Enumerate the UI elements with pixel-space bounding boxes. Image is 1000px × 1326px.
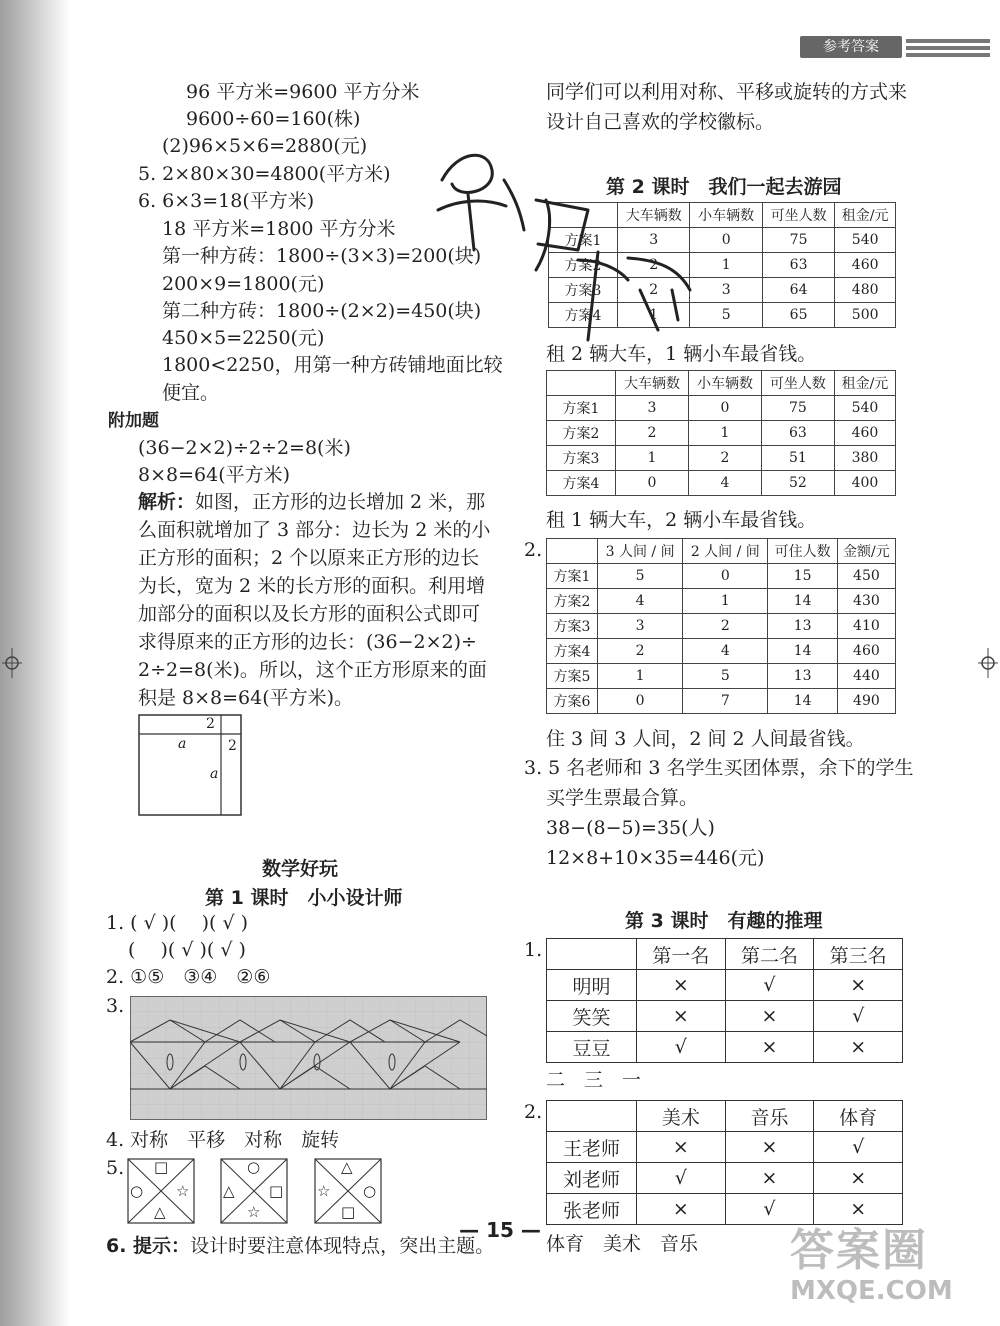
table-cell: 13 — [768, 614, 837, 639]
shape-symbol: △ — [341, 1158, 353, 1176]
table-cell: 5 — [690, 303, 762, 328]
table-cell: 75 — [761, 396, 834, 421]
table-cell: 5 — [683, 664, 768, 689]
table-header-row — [547, 1101, 903, 1132]
table-cell: 7 — [683, 689, 768, 714]
table-cell: 500 — [835, 303, 896, 328]
table-row — [547, 1132, 903, 1163]
table-cell: 大车辆数 — [618, 203, 690, 228]
table-row — [547, 1163, 903, 1194]
table-cell: 2 — [618, 253, 690, 278]
table-cell: 方案2 — [549, 253, 618, 278]
shape-symbol: ○ — [363, 1182, 377, 1200]
shape-symbol: □ — [341, 1203, 356, 1221]
table-cell: 租金/元 — [835, 203, 896, 228]
table-row — [547, 689, 896, 714]
analysis-line: 加部分的面积以及长方形的面积公式即可 — [138, 603, 481, 625]
header-stripe — [906, 53, 990, 57]
table-cell: 小车辆数 — [690, 203, 762, 228]
table-row — [547, 396, 896, 421]
table-cell: 金额/元 — [837, 539, 895, 564]
table-cell: 65 — [762, 303, 834, 328]
table-cell — [547, 371, 616, 396]
answer-line: 二 三 一 — [546, 1069, 642, 1091]
shape-symbol: □ — [269, 1182, 284, 1200]
analysis-label: 解析： — [138, 491, 196, 513]
text-line: 第一种方砖：1800÷(3×3)=200(块) — [162, 245, 482, 267]
table-cell: √ — [814, 1001, 903, 1032]
table-cell — [547, 939, 637, 970]
table-cell: 540 — [834, 396, 895, 421]
table-cell: 5 — [598, 564, 683, 589]
table-cell: 0 — [683, 564, 768, 589]
table-cell — [547, 539, 598, 564]
hint-label: 6. 提示： — [106, 1235, 191, 1257]
table-header-row — [547, 939, 903, 970]
table-cell: 体育 — [814, 1101, 903, 1132]
table-row — [547, 639, 896, 664]
table-cell: 4 — [598, 589, 683, 614]
table-cell: 1 — [598, 664, 683, 689]
table-cell: 460 — [837, 639, 895, 664]
table-cell: 第二名 — [725, 939, 814, 970]
table-cell: 第一名 — [637, 939, 726, 970]
text-line: 便宜。 — [162, 382, 220, 404]
table-cell: 15 — [768, 564, 837, 589]
table-row — [547, 446, 896, 471]
table-row — [547, 564, 896, 589]
table-cell: 笑笑 — [547, 1001, 637, 1032]
watermark-url: MXQE.COM — [790, 1276, 953, 1306]
answer-line: 买学生票最合算。 — [546, 787, 699, 809]
table-cell: × — [814, 970, 903, 1001]
table-cell: 63 — [761, 421, 834, 446]
table-cell: 3 — [690, 278, 762, 303]
table-cell: 音乐 — [725, 1101, 814, 1132]
table-cell: 3 人间 / 间 — [598, 539, 683, 564]
table-cell: 张老师 — [547, 1194, 637, 1225]
table-cell: 2 — [688, 446, 761, 471]
table-cell: √ — [725, 970, 814, 1001]
table-cell: 方案4 — [547, 471, 616, 496]
table-cell: 3 — [598, 614, 683, 639]
analysis-line: 求得原来的正方形的边长：(36−2×2)÷ — [138, 631, 477, 653]
text-line: 200×9=1800(元) — [162, 273, 325, 295]
table-cell: × — [637, 1132, 726, 1163]
table-cell: 1 — [616, 446, 689, 471]
table-cell: 14 — [768, 639, 837, 664]
table-cell: 4 — [688, 471, 761, 496]
question-number: 2. — [524, 1101, 543, 1123]
text-line: 18 平方米=1800 平方分米 — [162, 218, 396, 240]
answer-line: 租 1 辆大车，2 辆小车最省钱。 — [546, 509, 817, 531]
table-cell: × — [725, 1001, 814, 1032]
text-line: 6. 6×3=18(平方米) — [138, 190, 315, 212]
table-cell: 440 — [837, 664, 895, 689]
answer-line: 12×8+10×35=446(元) — [546, 847, 765, 869]
text-line: 9600÷60=160(株) — [186, 108, 361, 130]
figure-label: 2 — [228, 738, 237, 754]
table-cell: 51 — [761, 446, 834, 471]
table-cell: 方案6 — [547, 689, 598, 714]
lesson-title: 第 2 课时 我们一起去游园 — [606, 176, 842, 198]
table-cell: × — [637, 1001, 726, 1032]
shape-symbol: ☆ — [317, 1182, 331, 1200]
table-cell: 2 — [598, 639, 683, 664]
answer-line: ( )( √ )( √ ) — [128, 939, 246, 961]
text-line: 450×5=2250(元) — [162, 327, 325, 349]
analysis-line: 么面积就增加了 3 部分：边长为 2 米的小 — [138, 519, 491, 541]
text-line: 8×8=64(平方米) — [138, 464, 291, 486]
figure-label: a — [210, 766, 219, 782]
text-line: 96 平方米=9600 平方分米 — [186, 81, 420, 103]
table-cell: 460 — [834, 421, 895, 446]
figure-label: a — [178, 736, 187, 752]
table-cell: 410 — [837, 614, 895, 639]
table-cell: 小车辆数 — [688, 371, 761, 396]
shape-symbol: ☆ — [247, 1203, 261, 1221]
answer-line — [106, 1234, 494, 1258]
text-line: (2)96×5×6=2880(元) — [162, 135, 368, 157]
table-cell: × — [725, 1032, 814, 1063]
table-cell: 52 — [761, 471, 834, 496]
tiling-pattern-grid — [130, 996, 487, 1120]
table-row — [547, 1001, 903, 1032]
table-cell: 1 — [618, 303, 690, 328]
table-cell: 540 — [835, 228, 896, 253]
table-cell: 2 — [618, 278, 690, 303]
table-cell: 14 — [768, 589, 837, 614]
table-cell: × — [725, 1163, 814, 1194]
table-cell: 大车辆数 — [616, 371, 689, 396]
answer-line: 3. 5 名老师和 3 名学生买团体票，余下的学生 — [524, 757, 914, 779]
table-cell: 方案2 — [547, 589, 598, 614]
table-cell: 豆豆 — [547, 1032, 637, 1063]
table-cell: 0 — [688, 396, 761, 421]
table-cell: 0 — [690, 228, 762, 253]
answer-line: 1. ( √ )( )( √ ) — [106, 912, 249, 934]
table-row — [547, 471, 896, 496]
ranking-table — [546, 938, 903, 1063]
header-stripe — [906, 46, 990, 50]
table-cell: 0 — [598, 689, 683, 714]
text-line: 设计自己喜欢的学校徽标。 — [546, 111, 775, 133]
question-number: 2. — [524, 539, 543, 561]
table-cell — [547, 1101, 637, 1132]
table-cell: 方案1 — [547, 396, 616, 421]
table-cell: 1 — [688, 421, 761, 446]
table-header-row — [547, 371, 896, 396]
rental-table-2 — [546, 370, 896, 496]
table-cell: 14 — [768, 689, 837, 714]
table-cell: 3 — [618, 228, 690, 253]
table-cell: 4 — [683, 639, 768, 664]
table-cell: 2 人间 / 间 — [683, 539, 768, 564]
table-row — [547, 589, 896, 614]
analysis-line: 正方形的面积；2 个以原来正方形的边长 — [138, 547, 480, 569]
table-cell: × — [725, 1132, 814, 1163]
table-cell: √ — [814, 1132, 903, 1163]
shape-symbol: □ — [154, 1158, 169, 1176]
table-cell: 方案5 — [547, 664, 598, 689]
shape-symbol: △ — [223, 1182, 235, 1200]
square-diagram — [138, 714, 244, 818]
analysis-line — [138, 490, 485, 514]
table-cell: √ — [637, 1163, 726, 1194]
figure-label: 2 — [206, 716, 215, 732]
answer-line: 2. ①⑤ ③④ ②⑥ — [106, 966, 271, 988]
table-cell: 方案4 — [547, 639, 598, 664]
page-number: — 15 — — [459, 1218, 541, 1242]
question-number: 1. — [524, 939, 543, 961]
table-cell: 75 — [762, 228, 834, 253]
hint-text: 设计时要注意体现特点，突出主题。 — [190, 1235, 495, 1257]
table-cell: 2 — [683, 614, 768, 639]
answer-line: 38−(8−5)=35(人) — [546, 817, 715, 839]
text-line: (36−2×2)÷2÷2=8(米) — [138, 437, 351, 459]
table-cell: 可坐人数 — [762, 203, 834, 228]
shape-symbol: ☆ — [176, 1182, 190, 1200]
section-title: 数学好玩 — [262, 858, 339, 880]
text-line: 同学们可以利用对称、平移或旋转的方式来 — [546, 81, 908, 103]
handwritten-scribble — [428, 140, 708, 350]
lesson-title: 第 3 课时 有趣的推理 — [625, 910, 823, 932]
watermark-logo: 答案圈 — [790, 1225, 928, 1276]
table-cell: 64 — [762, 278, 834, 303]
registration-mark-icon — [2, 648, 22, 678]
table-cell: 方案1 — [549, 228, 618, 253]
analysis-line: 为长，宽为 2 米的长方形的面积。利用增 — [138, 575, 486, 597]
table-cell: 460 — [835, 253, 896, 278]
shape-symbol: △ — [154, 1203, 166, 1221]
table-cell: 0 — [616, 471, 689, 496]
table-cell: × — [814, 1163, 903, 1194]
table-cell: 租金/元 — [834, 371, 895, 396]
subject-table — [546, 1100, 903, 1225]
table-cell: 450 — [837, 564, 895, 589]
table-row — [547, 614, 896, 639]
answer-key-header — [800, 36, 990, 58]
table-cell: 王老师 — [547, 1132, 637, 1163]
answer-line: 体育 美术 音乐 — [546, 1233, 699, 1255]
table-row — [547, 970, 903, 1001]
table-cell: 方案3 — [547, 446, 616, 471]
shape-symbol: ○ — [130, 1182, 144, 1200]
table-cell: × — [637, 1194, 726, 1225]
table-cell: 美术 — [637, 1101, 726, 1132]
page-number-value: 15 — [486, 1218, 514, 1242]
table-cell: 可坐人数 — [761, 371, 834, 396]
header-stripe — [906, 39, 990, 43]
table-cell: 1 — [683, 589, 768, 614]
table-cell: 方案3 — [547, 614, 598, 639]
table-header-row — [547, 539, 896, 564]
table-cell: × — [814, 1032, 903, 1063]
table-cell: 方案1 — [547, 564, 598, 589]
text-line: 1800<2250，用第一种方砖铺地面比较 — [162, 354, 503, 376]
text-line: 5. 2×80×30=4800(平方米) — [138, 163, 391, 185]
table-cell: 480 — [835, 278, 896, 303]
answer-line: 4. 对称 平移 对称 旋转 — [106, 1129, 340, 1151]
table-cell: 400 — [834, 471, 895, 496]
text-line: 第二种方砖：1800÷(2×2)=450(块) — [162, 300, 482, 322]
analysis-line: 积是 8×8=64(平方米)。 — [138, 687, 354, 709]
table-cell: 可住人数 — [768, 539, 837, 564]
shape-symbol: ○ — [247, 1158, 261, 1176]
table-row — [547, 664, 896, 689]
table-cell: 430 — [837, 589, 895, 614]
table-cell: 490 — [837, 689, 895, 714]
table-row — [547, 421, 896, 446]
table-cell: 刘老师 — [547, 1163, 637, 1194]
table-row — [547, 1032, 903, 1063]
table-cell: 明明 — [547, 970, 637, 1001]
table-cell: 63 — [762, 253, 834, 278]
table-cell: √ — [637, 1032, 726, 1063]
extra-question-title: 附加题 — [108, 411, 159, 431]
analysis-text: 如图，正方形的边长增加 2 米，那 — [195, 491, 486, 513]
table-cell: 方案2 — [547, 421, 616, 446]
analysis-line: 2÷2=8(米)。所以，这个正方形原来的面 — [138, 659, 487, 681]
table-cell: 1 — [690, 253, 762, 278]
table-cell: × — [814, 1194, 903, 1225]
table-cell: 第三名 — [814, 939, 903, 970]
answer-line: 租 2 辆大车，1 辆小车最省钱。 — [546, 343, 817, 365]
table-cell: × — [637, 970, 726, 1001]
table-cell: 3 — [616, 396, 689, 421]
table-cell: 方案4 — [549, 303, 618, 328]
table-cell: 方案3 — [549, 278, 618, 303]
table-cell: 2 — [616, 421, 689, 446]
answer-line: 住 3 间 3 人间，2 间 2 人间最省钱。 — [546, 728, 865, 750]
table-cell: √ — [725, 1194, 814, 1225]
question-number: 3. — [106, 995, 125, 1017]
lesson-title: 第 1 课时 小小设计师 — [205, 887, 403, 909]
table-cell: 380 — [834, 446, 895, 471]
room-table — [546, 538, 896, 714]
registration-mark-icon — [978, 648, 998, 678]
table-cell: 13 — [768, 664, 837, 689]
answer-key-label: 参考答案 — [800, 36, 902, 58]
question-number: 5. — [106, 1157, 125, 1179]
